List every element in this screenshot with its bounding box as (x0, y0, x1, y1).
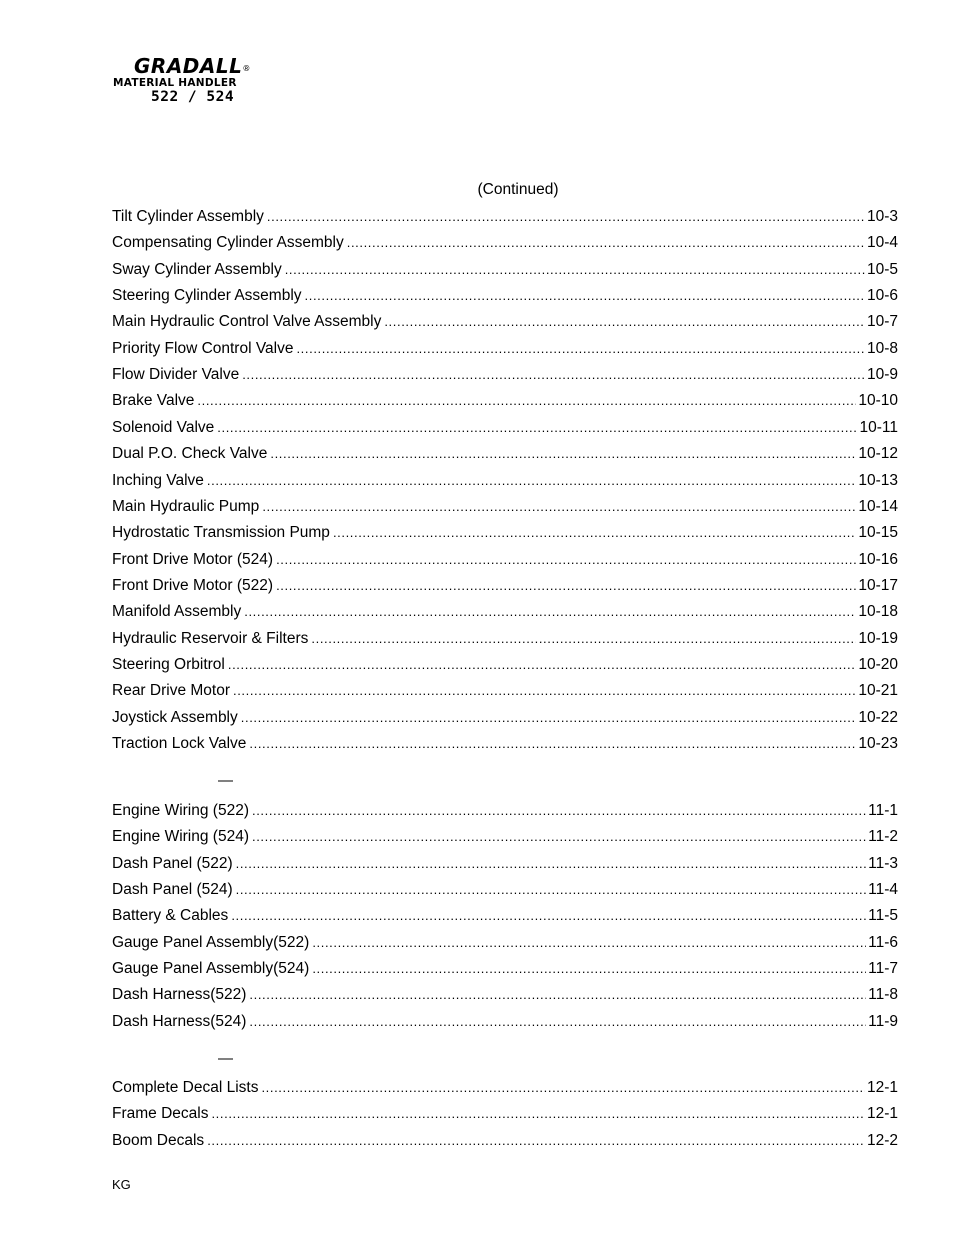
toc-entry-title: Complete Decal Lists (112, 1079, 259, 1096)
toc-entry-page: 11-8 (868, 986, 898, 1004)
toc-entry-title: Steering Orbitrol (112, 655, 225, 673)
toc-entry-page: 10-7 (866, 313, 898, 331)
toc-entry-title: Dash Harness(524) (112, 1012, 247, 1030)
dot-leader (270, 444, 856, 464)
section-heading: — (218, 1050, 233, 1067)
toc-entry-page: 10-19 (858, 629, 898, 647)
footer-code: KG (112, 1177, 131, 1192)
toc-entry-title: Dash Panel (524) (112, 881, 233, 899)
toc-entry-title: Battery & Cables (112, 907, 229, 925)
toc-entry-title: Front Drive Motor (524) (112, 550, 274, 568)
dot-leader (231, 906, 866, 926)
toc-entry-title: Front Drive Motor (522) (112, 576, 274, 594)
dot-leader (296, 339, 865, 359)
dot-leader (311, 629, 856, 649)
toc-entry[interactable] (112, 799, 898, 821)
toc-entry-page: 10-6 (866, 287, 898, 305)
toc-entry-title: Dash Harness(522) (112, 986, 247, 1004)
toc-entry-page: 11-4 (868, 881, 898, 899)
toc-entry[interactable] (112, 653, 898, 675)
toc-entry-page: 10-8 (866, 339, 898, 357)
toc-entry-title: Joystick Assembly (112, 708, 238, 726)
toc-entry-title: Sway Cylinder Assembly (112, 260, 282, 278)
toc-entry-page: 10-15 (858, 524, 898, 542)
toc-entry[interactable] (112, 679, 898, 701)
toc-entry-page: 11-5 (868, 907, 898, 925)
toc-entry-page: 10-12 (858, 445, 898, 463)
registered-mark: ® (242, 64, 251, 73)
dot-leader (276, 550, 856, 570)
dot-leader (312, 933, 866, 953)
dot-leader (305, 286, 865, 306)
dot-leader (384, 312, 865, 332)
toc-entry-page: 10-3 (866, 208, 898, 225)
toc-entry-page: 11-6 (868, 933, 898, 951)
toc-entry-page: 10-14 (858, 497, 898, 515)
dot-leader (262, 497, 856, 517)
toc-entry[interactable] (112, 337, 898, 359)
toc-entry-page: 10-4 (866, 234, 898, 252)
toc-entry[interactable] (112, 258, 898, 280)
toc-entry[interactable] (112, 878, 898, 900)
continued-label: (Continued) (477, 181, 559, 198)
toc-entry-title: Priority Flow Control Valve (112, 339, 294, 357)
dot-leader (207, 1131, 865, 1151)
toc-entry-page: 11-1 (868, 802, 898, 819)
toc-entry[interactable] (112, 231, 898, 253)
toc-entry-page: 10-18 (858, 603, 898, 621)
dot-leader (347, 233, 865, 253)
toc-entry-title: Main Hydraulic Pump (112, 497, 260, 515)
toc-entry[interactable] (112, 205, 898, 227)
dot-leader (233, 681, 856, 701)
toc-entry-page: 10-10 (858, 392, 898, 410)
toc-entry[interactable] (112, 521, 898, 543)
toc-entry-title: Inching Valve (112, 471, 204, 489)
toc-entry[interactable] (112, 825, 898, 847)
toc-entry-title: Main Hydraulic Control Valve Assembly (112, 313, 382, 331)
section-heading: — (218, 772, 233, 789)
toc-entry-title: Steering Cylinder Assembly (112, 287, 302, 305)
toc-entry[interactable] (112, 495, 898, 517)
logo-subtitle: MATERIAL HANDLER (113, 77, 237, 89)
toc-entry-page: 10-13 (858, 471, 898, 489)
toc-entry[interactable] (112, 1102, 898, 1124)
toc-entry-title: Manifold Assembly (112, 603, 242, 621)
toc-entry[interactable] (112, 469, 898, 491)
dot-leader (241, 708, 857, 728)
toc-entry[interactable] (112, 706, 898, 728)
toc-entry-page: 11-9 (868, 1012, 898, 1030)
dot-leader (312, 959, 866, 979)
toc-entry-page: 10-21 (858, 682, 898, 700)
dot-leader (236, 854, 867, 874)
brand-text: GRADALL (134, 54, 243, 78)
toc-entry-title: Engine Wiring (524) (112, 828, 249, 846)
toc-entry-page: 12-1 (866, 1105, 898, 1123)
toc-entry-title: Tilt Cylinder Assembly (112, 208, 264, 225)
toc-entry-page: 12-2 (866, 1131, 898, 1149)
toc-entry-page: 10-16 (858, 550, 898, 568)
toc-entry-title: Solenoid Valve (112, 418, 215, 436)
toc-entry[interactable] (112, 389, 898, 411)
toc-entry-title: Gauge Panel Assembly(524) (112, 960, 310, 978)
dot-leader (261, 1078, 865, 1098)
dot-leader (249, 985, 866, 1005)
toc-entry[interactable] (112, 1076, 898, 1098)
toc-entry[interactable] (112, 732, 898, 754)
toc-entry[interactable] (112, 1129, 898, 1151)
toc-entry-page: 10-23 (858, 735, 898, 752)
toc-entry[interactable] (112, 983, 898, 1005)
toc-entry-title: Compensating Cylinder Assembly (112, 234, 344, 252)
toc-entry[interactable] (112, 1010, 898, 1032)
dot-leader (244, 602, 856, 622)
toc-entry-page: 11-3 (868, 854, 898, 872)
dot-leader (276, 576, 856, 596)
toc-entry-page: 10-11 (859, 418, 898, 436)
dot-leader (249, 1012, 866, 1032)
toc-entry-title: Rear Drive Motor (112, 682, 230, 700)
dot-leader (252, 801, 866, 821)
toc-entry[interactable] (112, 600, 898, 622)
toc-entry-page: 12-1 (866, 1079, 898, 1096)
dot-leader (207, 471, 856, 491)
toc-entry[interactable] (112, 284, 898, 306)
toc-entry-page: 10-5 (866, 260, 898, 278)
toc-entry-title: Hydraulic Reservoir & Filters (112, 629, 309, 647)
logo-models: 522 / 524 (151, 89, 235, 105)
toc-entry[interactable] (112, 627, 898, 649)
toc-entry-page: 11-2 (868, 828, 898, 846)
toc-entry-title: Dual P.O. Check Valve (112, 445, 268, 463)
dot-leader (252, 827, 866, 847)
toc-entry-page: 10-9 (866, 366, 898, 384)
dot-leader (211, 1104, 865, 1124)
dot-leader (217, 418, 857, 438)
toc-entry-title: Frame Decals (112, 1105, 209, 1123)
dot-leader (228, 655, 856, 675)
toc-entry-title: Boom Decals (112, 1131, 205, 1149)
toc-entry-page: 10-17 (858, 576, 898, 594)
toc-entry-page: 11-7 (868, 960, 898, 978)
toc-entry-title: Traction Lock Valve (112, 735, 247, 752)
toc-entry-page: 10-20 (858, 655, 898, 673)
toc-entry[interactable] (112, 957, 898, 979)
logo-brand (134, 54, 251, 78)
dot-leader (242, 365, 865, 385)
toc-entry-page: 10-22 (858, 708, 898, 726)
toc-entry[interactable] (112, 442, 898, 464)
dot-leader (197, 391, 856, 411)
toc-entry[interactable] (112, 931, 898, 953)
toc-entry[interactable] (112, 416, 898, 438)
dot-leader (267, 207, 865, 227)
dot-leader (236, 880, 867, 900)
toc-entry-title: Flow Divider Valve (112, 366, 240, 384)
toc-entry-title: Brake Valve (112, 392, 195, 410)
toc-entry-title: Dash Panel (522) (112, 854, 233, 872)
dot-leader (333, 523, 856, 543)
dot-leader (285, 260, 865, 280)
toc-entry[interactable] (112, 574, 898, 596)
toc-entry[interactable] (112, 548, 898, 570)
toc-entry[interactable] (112, 852, 898, 874)
toc-entry-title: Gauge Panel Assembly(522) (112, 933, 310, 951)
toc-entry[interactable] (112, 310, 898, 332)
toc-entry-title: Hydrostatic Transmission Pump (112, 524, 330, 542)
toc-entry[interactable] (112, 904, 898, 926)
toc-entry[interactable] (112, 363, 898, 385)
dot-leader (249, 734, 856, 754)
toc-entry-title: Engine Wiring (522) (112, 802, 249, 819)
